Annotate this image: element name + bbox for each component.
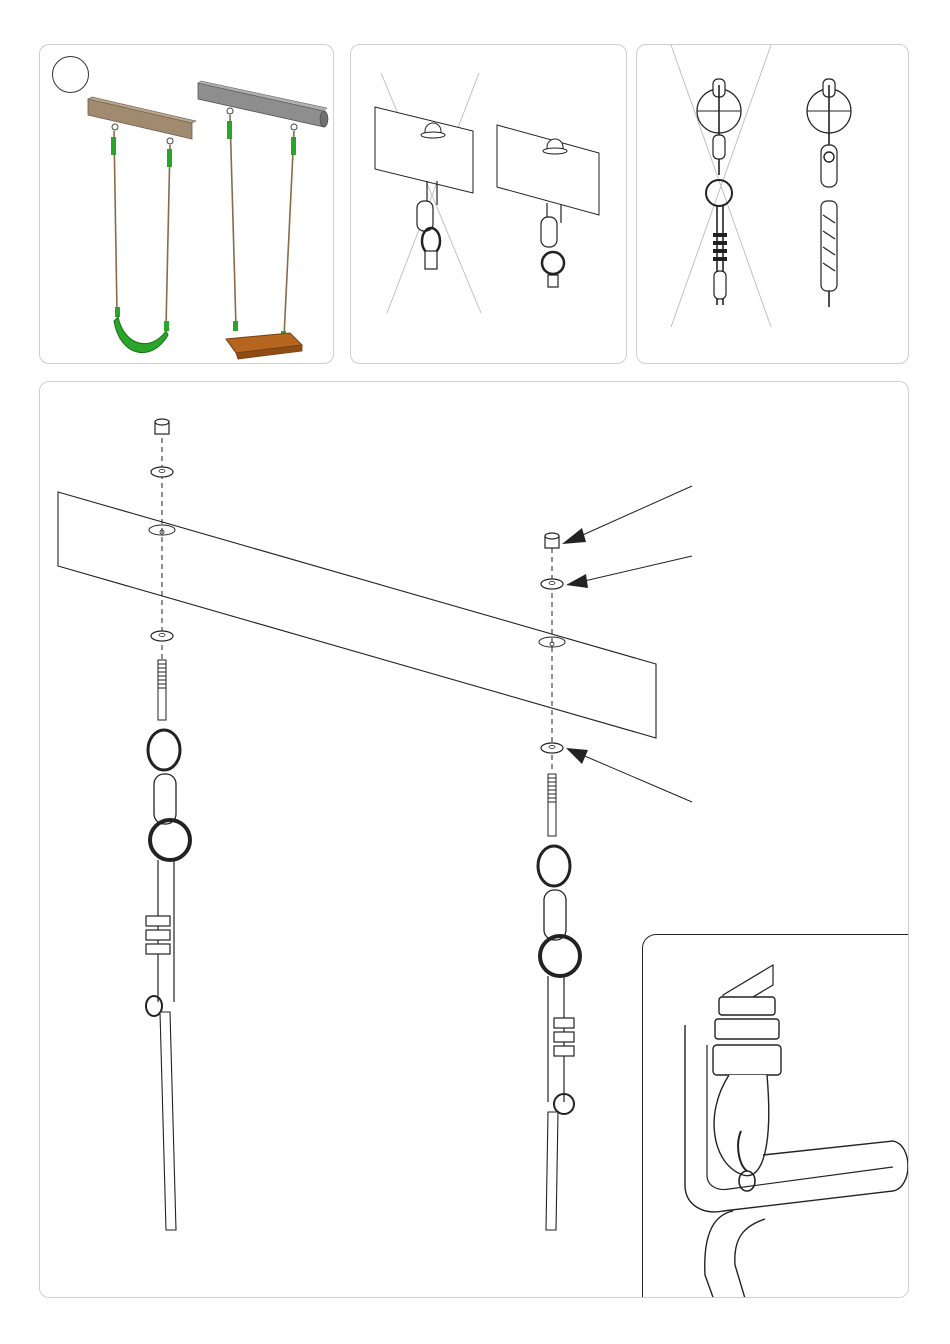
attachment-comparison-drawing [351, 45, 627, 364]
hook-orientation-drawing [637, 45, 909, 364]
correct-attachment [497, 125, 599, 287]
rope-clamp-detail-drawing [643, 935, 909, 1298]
hook-orientation-panel [636, 44, 909, 364]
chain-links [538, 846, 580, 976]
metal-beam [198, 81, 328, 127]
incorrect-attachment [375, 73, 481, 313]
wooden-beam [88, 97, 196, 139]
washer [541, 579, 563, 589]
beam-plank [58, 492, 656, 738]
attachment-comparison-panel [350, 44, 627, 364]
washer [151, 631, 173, 641]
rope-clamp [548, 976, 574, 1114]
eye-bolt [548, 774, 556, 836]
swing-overview-drawing [40, 45, 334, 364]
rope-clamp [146, 860, 174, 1016]
chain-links [148, 730, 190, 860]
correct-hook-assembly [807, 79, 851, 307]
washer [541, 743, 563, 753]
brown-flat-swing [226, 108, 302, 359]
detail-inset [642, 934, 909, 1298]
assembly-panel [39, 381, 909, 1298]
green-strap-swing [111, 124, 173, 353]
eye-bolt [158, 660, 166, 720]
lock-nut [155, 419, 169, 434]
rope [160, 1012, 176, 1230]
lock-nut [545, 533, 559, 548]
overview-panel [39, 44, 334, 364]
incorrect-hook-assembly [671, 45, 771, 327]
rope [546, 1112, 558, 1230]
washer [151, 467, 173, 477]
